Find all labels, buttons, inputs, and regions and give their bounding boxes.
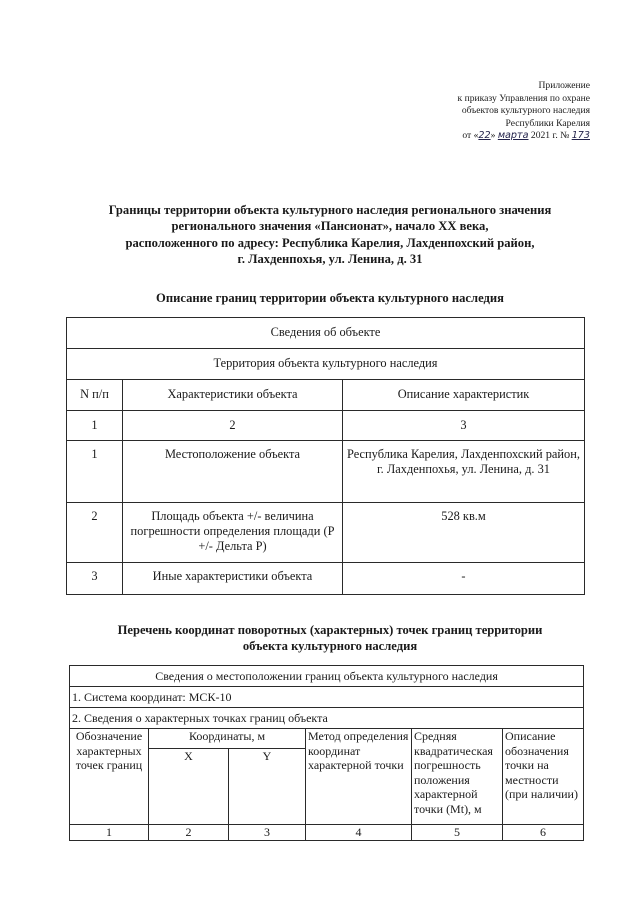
object-info-table	[66, 317, 585, 595]
col-characteristics: Характеристики объекта	[123, 380, 343, 411]
date-day: 22	[478, 130, 491, 142]
col-point-designation: Обозначение характерных точек границ	[70, 729, 149, 825]
numbering-cell: 1	[67, 411, 123, 441]
row-value: 528 кв.м	[343, 503, 585, 563]
col-point-description: Описание обозначения точки на местности (при наличии)	[503, 729, 584, 825]
numbering-cell: 2	[149, 825, 229, 841]
date-prefix: от «	[462, 130, 479, 142]
numbering-cell: 6	[503, 825, 584, 841]
col-error: Средняя квадратическая погрешность положения характерной точки (Mt), м	[412, 729, 503, 825]
section2-heading-line-2: объекта культурного наследия	[242, 639, 418, 654]
coordinate-system: 1. Система координат: МСК-10	[70, 687, 584, 708]
row-number: 1	[67, 441, 123, 503]
section1-heading: Описание границ территории объекта культурного наследия	[156, 291, 504, 305]
row-name: Иные характеристики объекта	[123, 563, 343, 595]
date-year: 2021 г. №	[528, 130, 572, 142]
appendix-line-3: объектов культурного наследия	[461, 105, 590, 117]
col-y: Y	[229, 749, 306, 825]
appendix-date	[380, 130, 590, 143]
table-row	[67, 441, 585, 503]
col-coordinates: Координаты, м	[149, 729, 306, 749]
numbering-cell: 3	[229, 825, 306, 841]
date-mid: »	[490, 130, 498, 142]
numbering-cell: 3	[343, 411, 585, 441]
title-line-4: г. Лахденпохья, ул. Ленина, д. 31	[237, 252, 423, 267]
col-number: N п/п	[67, 380, 123, 411]
object-info-header: Сведения об объекте	[67, 318, 585, 349]
row-value: Республика Карелия, Лахденпохский район, г. Лахденпохья, ул. Ленина, д. 31	[343, 441, 585, 503]
document-title	[60, 202, 600, 268]
row-number: 3	[67, 563, 123, 595]
appendix-line-1: Приложение	[538, 80, 590, 91]
section2-heading	[60, 622, 600, 655]
numbering-cell: 1	[70, 825, 149, 841]
section2-heading-line-1: Перечень координат поворотных (характерных) точек границ территории	[117, 623, 543, 637]
date-month: марта	[497, 130, 529, 142]
order-number: 173	[571, 130, 590, 142]
numbering-cell: 2	[123, 411, 343, 441]
numbering-cell: 5	[412, 825, 503, 841]
row-value: -	[343, 563, 585, 595]
row-number: 2	[67, 503, 123, 563]
appendix-line-4: Республики Карелия	[505, 117, 590, 129]
table-row	[67, 563, 585, 595]
row-name: Площадь объекта +/- величина погрешности определения площади (Р +/- Дельта Р)	[123, 503, 343, 563]
col-description: Описание характеристик	[343, 380, 585, 411]
appendix-block	[380, 80, 590, 143]
numbering-cell: 4	[306, 825, 412, 841]
title-line-1: Границы территории объекта культурного наследия регионального значения	[108, 203, 552, 217]
territory-header: Территория объекта культурного наследия	[67, 349, 585, 380]
row-name: Местоположение объекта	[123, 441, 343, 503]
col-method: Метод определения координат характерной точки	[306, 729, 412, 825]
points-header: 2. Сведения о характерных точках границ объекта	[70, 708, 584, 729]
title-line-2: регионального значения «Пансионат», начало XX века,	[171, 219, 489, 234]
col-x: X	[149, 749, 229, 825]
coordinates-table	[69, 665, 584, 841]
appendix-line-2: к приказу Управления по охране	[457, 92, 590, 104]
table-row	[67, 503, 585, 563]
boundary-location-header: Сведения о местоположении границ объекта культурного наследия	[70, 666, 584, 687]
title-line-3: расположенного по адресу: Республика Карелия, Лахденпохский район,	[125, 235, 535, 250]
